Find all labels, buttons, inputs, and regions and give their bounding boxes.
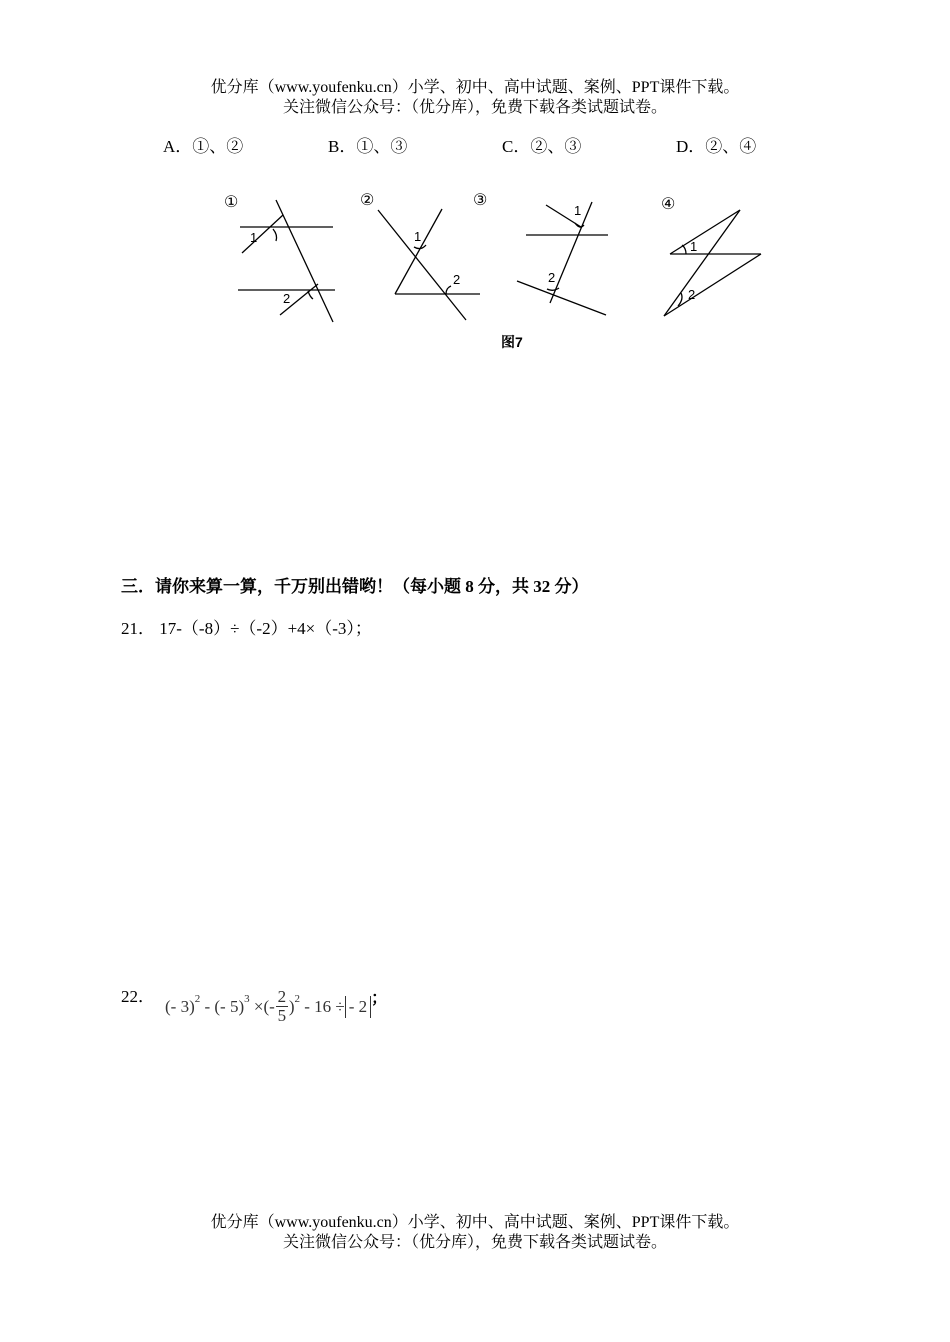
header-line-2: 关注微信公众号：（优分库），免费下载各类试题试卷。 bbox=[282, 99, 667, 116]
angle-arc-1 bbox=[273, 229, 277, 241]
header-line-1: 优分库（www.youfenku.cn）小学、初中、高中试题、案例、PPT课件下载。 bbox=[210, 79, 740, 96]
option-text: ②、③ bbox=[530, 137, 582, 156]
option-d bbox=[676, 132, 756, 157]
expr-end: ； bbox=[371, 990, 388, 1007]
option-letter: C． bbox=[502, 137, 531, 156]
angle-label-1: 1 bbox=[250, 230, 258, 245]
page-footer bbox=[0, 1213, 950, 1253]
expr-part: (- 3) bbox=[165, 996, 195, 1016]
figure-label-4: ④ bbox=[661, 196, 676, 213]
angle-label-2: 2 bbox=[283, 291, 291, 306]
answer-options bbox=[0, 132, 950, 156]
option-text: ②、④ bbox=[705, 137, 757, 156]
exponent: 2 bbox=[194, 992, 201, 1005]
option-text: ①、② bbox=[192, 137, 244, 156]
figure-2 bbox=[360, 192, 480, 320]
expr-part: ×(- bbox=[253, 996, 275, 1016]
figure-label-1: ① bbox=[224, 194, 239, 211]
absolute-value: - 2 bbox=[345, 996, 371, 1018]
question-21: 21． 17-（-8）÷（-2）+4×（-3）； bbox=[121, 619, 372, 638]
expr-part: - (- 5) bbox=[204, 996, 245, 1016]
angle-arc-1 bbox=[682, 245, 686, 254]
figure-7 bbox=[210, 185, 770, 360]
angle-label-2: 2 bbox=[453, 272, 461, 287]
angle-label-2: 2 bbox=[548, 270, 556, 285]
slanted-line bbox=[664, 254, 761, 316]
angle-arc-2 bbox=[446, 286, 451, 294]
exponent: 2 bbox=[294, 992, 300, 1005]
option-letter: B． bbox=[328, 137, 357, 156]
figure-label-3: ③ bbox=[473, 192, 488, 209]
angle-label-1: 1 bbox=[690, 239, 698, 254]
figure-1 bbox=[224, 194, 335, 322]
slanted-line bbox=[378, 210, 466, 320]
slanted-line bbox=[670, 210, 740, 254]
question-22-number: 22． bbox=[121, 987, 155, 1006]
expr-part: ) bbox=[288, 996, 295, 1016]
footer-line-1: 优分库（www.youfenku.cn）小学、初中、高中试题、案例、PPT课件下载。 bbox=[210, 1214, 740, 1231]
figure-4 bbox=[661, 196, 761, 316]
angle-label-1: 1 bbox=[414, 229, 422, 244]
transversal-line bbox=[550, 202, 592, 303]
angle-label-2: 2 bbox=[688, 287, 696, 302]
option-b bbox=[328, 132, 407, 157]
angle-arc-2 bbox=[547, 288, 559, 290]
slanted-line bbox=[242, 215, 283, 253]
fraction-denominator: 5 bbox=[277, 1006, 287, 1025]
angle-arc-2 bbox=[308, 291, 313, 299]
footer-line-2: 关注微信公众号：（优分库），免费下载各类试题试卷。 bbox=[282, 1234, 667, 1251]
option-letter: A． bbox=[163, 137, 193, 156]
section-title: 三．请你来算一算，千万别出错哟！（每小题 8 分，共 32 分） bbox=[121, 577, 589, 596]
fraction bbox=[276, 988, 288, 1025]
fraction-numerator: 2 bbox=[277, 987, 287, 1006]
option-a bbox=[163, 132, 243, 157]
expr-part: - 16 ÷ bbox=[304, 996, 345, 1016]
option-letter: D． bbox=[676, 137, 706, 156]
transversal-line bbox=[664, 210, 740, 316]
figure-caption: 图7 bbox=[501, 334, 523, 350]
figure-3 bbox=[473, 192, 608, 315]
question-22-expression bbox=[165, 988, 387, 1032]
page-header bbox=[0, 78, 950, 118]
option-text: ①、③ bbox=[356, 137, 408, 156]
figure-label-2: ② bbox=[360, 192, 375, 209]
option-c bbox=[502, 132, 581, 157]
slanted-line bbox=[517, 281, 606, 315]
angle-arc-1 bbox=[414, 245, 426, 249]
exponent: 3 bbox=[244, 992, 250, 1005]
angle-label-1: 1 bbox=[574, 203, 582, 218]
